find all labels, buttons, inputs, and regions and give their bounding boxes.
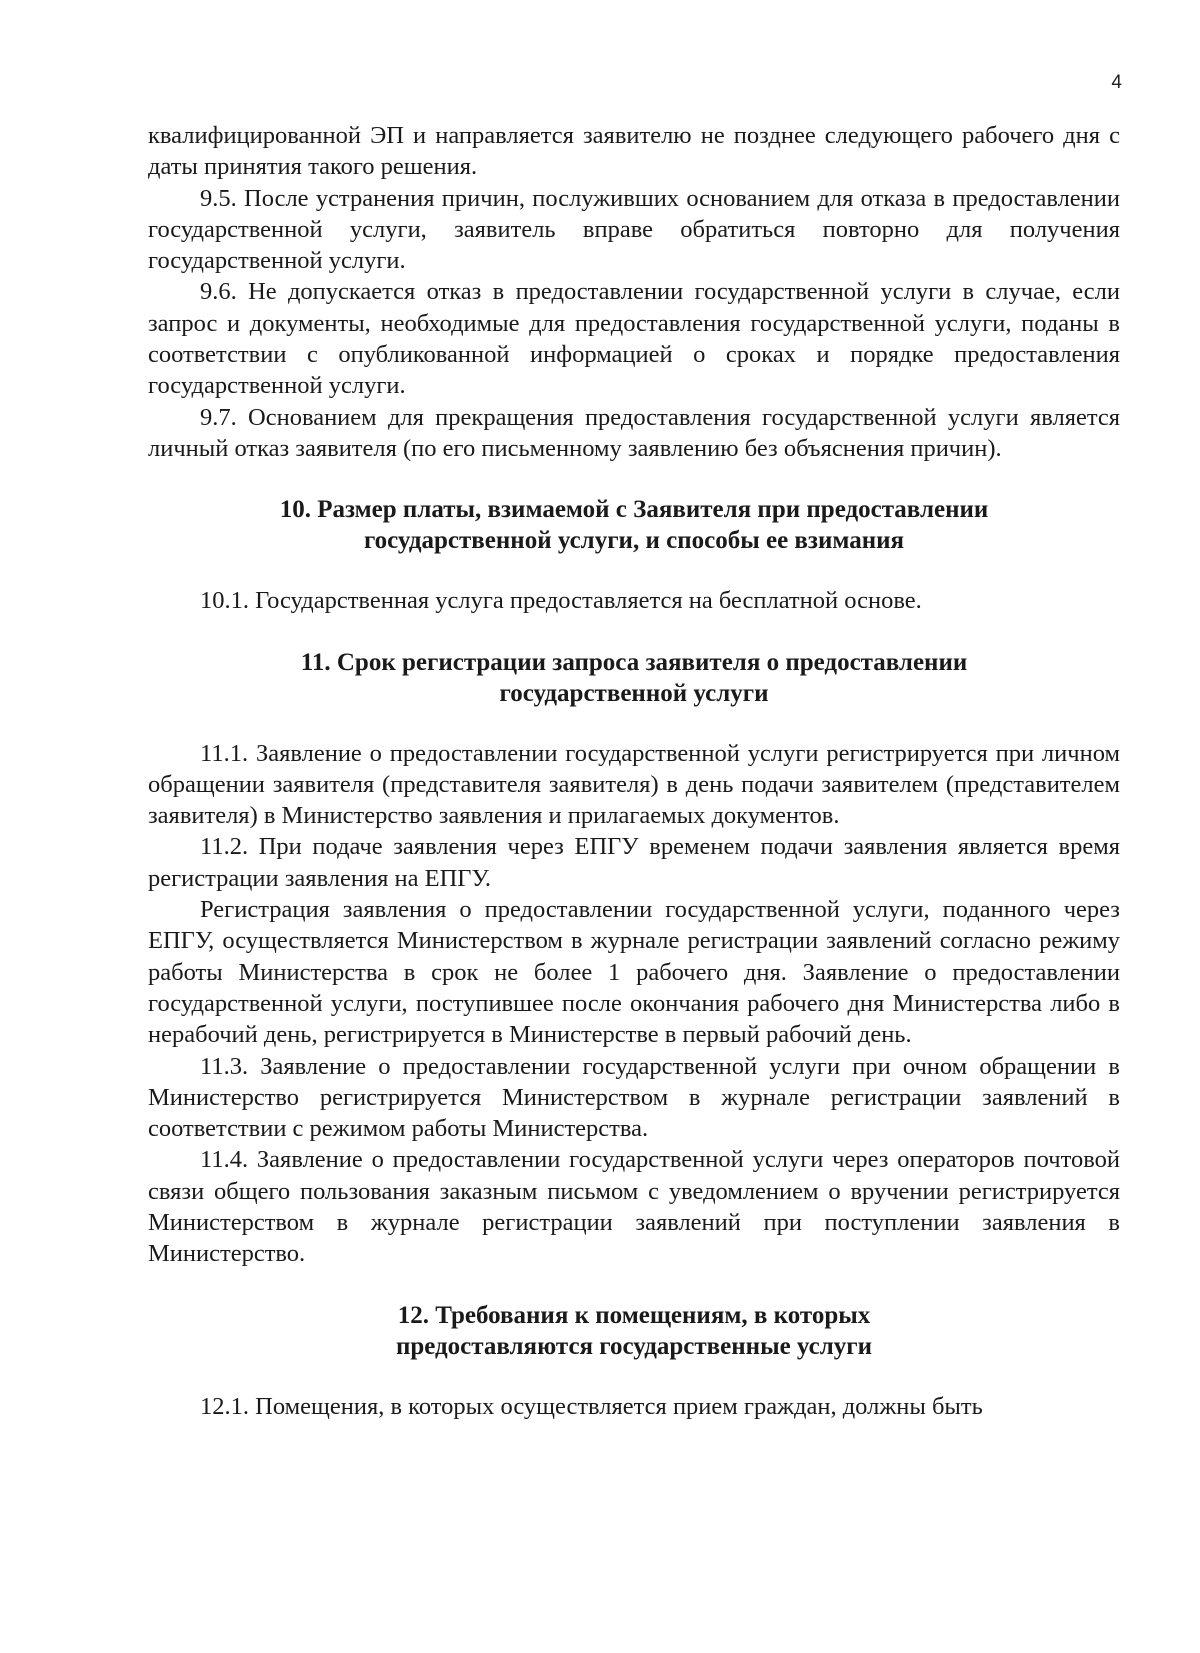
paragraph-9-7: 9.7. Основанием для прекращения предоставления государственной услуги является личный отказ заявителя (по его письменному заявлению без объяснения причин).: [148, 403, 1120, 462]
section-12-heading-line-1: 12. Требования к помещениям, в которых: [397, 1301, 871, 1329]
section-10-heading-line-2: государственной услуги, и способы ее взимания: [363, 527, 905, 555]
paragraph-continuation: квалифицированной ЭП и направляется заявителю не позднее следующего рабочего дня с даты принятия такого решения.: [148, 122, 1120, 181]
section-10-heading: [148, 494, 1120, 556]
section-11-heading-line-2: государственной услуги: [499, 679, 769, 707]
page-number: 4: [1111, 72, 1122, 93]
paragraph-10-1: 10.1. Государственная услуга предоставляется на бесплатной основе.: [200, 587, 922, 615]
paragraph-9-6: 9.6. Не допускается отказ в предоставлении государственной услуги в случае, если запрос и документы, необходимые для предоставления государственной услуги, поданы в соответствии с опубликованной информацией о сроках и порядке предоставления государственной услуги.: [148, 278, 1120, 400]
paragraph-11-3: 11.3. Заявление о предоставлении государственной услуги при очном обращении в Министерство регистрируется Министерством в журнале регистрации заявлений в соответствии с режимом работы Министерства.: [148, 1052, 1120, 1143]
paragraph-11-1: 11.1. Заявление о предоставлении государственной услуги регистрируется при личном обращении заявителя (представителя заявителя) в день подачи заявителем (представителем заявителя) в Министерство заявления и прилагаемых документов.: [148, 739, 1120, 830]
section-11-heading-line-1: 11. Срок регистрации запроса заявителя о предоставлении: [300, 648, 968, 676]
paragraph-11-2: 11.2. При подаче заявления через ЕПГУ временем подачи заявления является время регистрации заявления на ЕПГУ.: [148, 833, 1120, 892]
paragraph-12-1: 12.1. Помещения, в которых осуществляется прием граждан, должны быть: [200, 1392, 983, 1420]
section-12-heading-line-2: предоставляются государственные услуги: [395, 1332, 873, 1360]
section-10-heading-line-1: 10. Размер платы, взимаемой с Заявителя при предоставлении: [279, 496, 989, 524]
document-body: [148, 120, 1120, 1422]
paragraph-11-4: 11.4. Заявление о предоставлении государственной услуги через операторов почтовой связи общего пользования заказным письмом с уведомлением о вручении регистрируется Министерством в журнале регистрации заявлений при поступлении заявления в Министерство.: [148, 1146, 1120, 1268]
paragraph-11-2-registration: Регистрация заявления о предоставлении государственной услуги, поданного через ЕПГУ, осуществляется Министерством в журнале регистрации заявлений согласно режиму работы Министерства в срок не более 1 рабочего дня. Заявление о предоставлении государственной услуги, поступившее после окончания рабочего дня Министерства либо в нерабочий день, регистрируется в Министерстве в первый рабочий день.: [148, 896, 1120, 1049]
paragraph-9-5: 9.5. После устранения причин, послуживших основанием для отказа в предоставлении государственной услуги, заявитель вправе обратиться повторно для получения государственной услуги.: [148, 184, 1120, 275]
section-11-heading: [148, 647, 1120, 709]
section-12-heading: [148, 1300, 1120, 1362]
